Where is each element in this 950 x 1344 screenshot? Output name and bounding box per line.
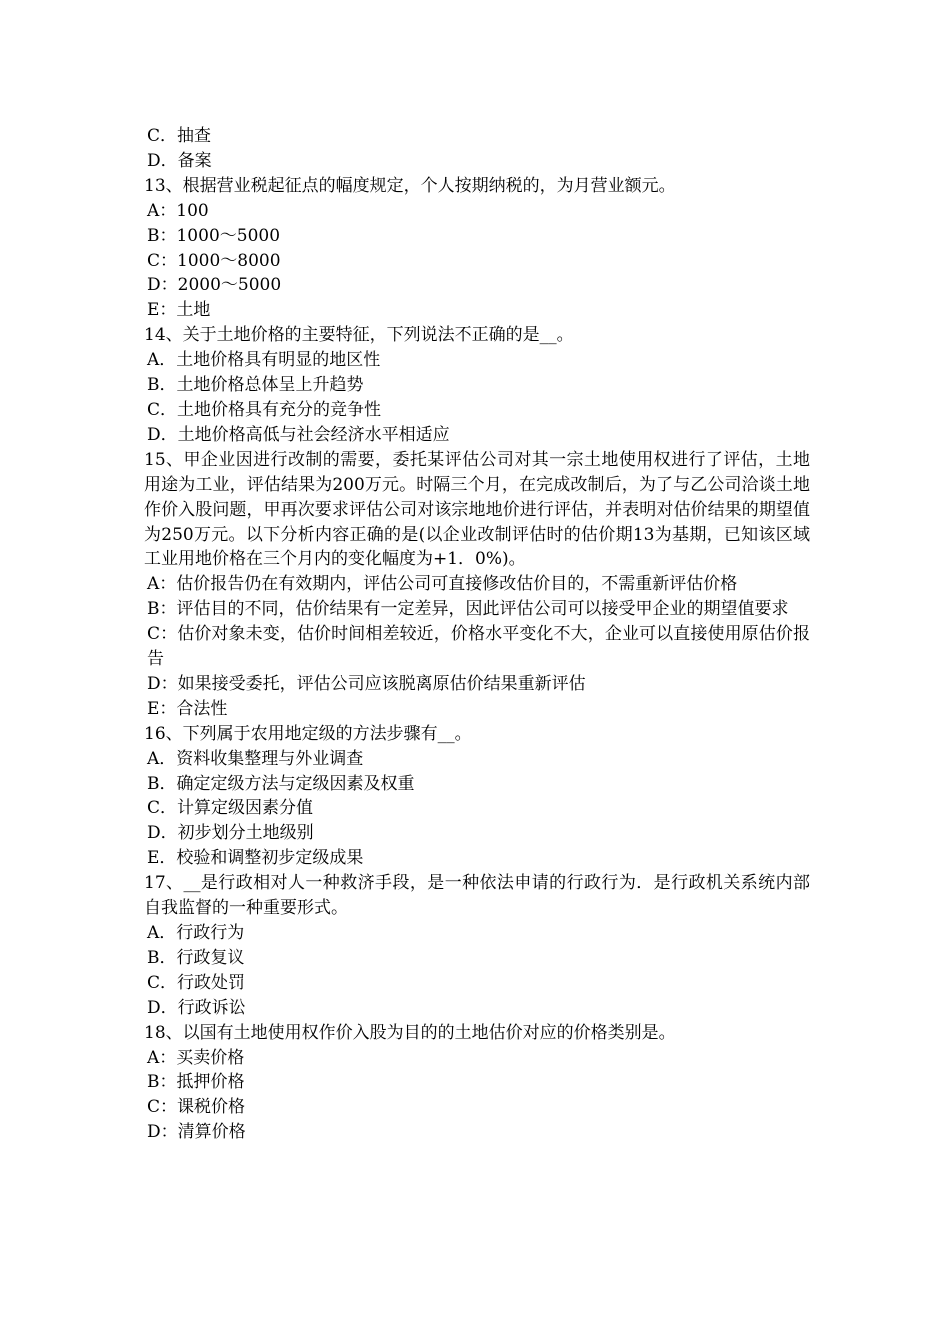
option-line: B：评估目的不同，估价结果有一定差异，因此评估公司可以接受甲企业的期望值要求 (147, 599, 789, 620)
option-line: B：1000～5000 (147, 225, 281, 246)
question-14: 14、关于土地价格的主要特征，下列说法不正确的是__。 (144, 325, 574, 346)
option-line: C：课税价格 (147, 1097, 246, 1118)
option-line: C．抽查 (147, 126, 212, 146)
option-line: D：如果接受委托，评估公司应该脱离原估价结果重新评估 (147, 673, 586, 694)
option-line: C．土地价格具有充分的竞争性 (147, 399, 382, 420)
option-line: A：估价报告仍在有效期内，评估公司可直接修改估价目的，不需重新评估价格 (147, 574, 738, 595)
option-line: D．备案 (147, 150, 212, 171)
option-line: D：2000～5000 (147, 275, 282, 296)
question-16: 16、下列属于农用地定级的方法步骤有__。 (144, 723, 472, 744)
option-line: B．确定定级方法与定级因素及权重 (147, 773, 415, 794)
option-line: A：100 (147, 200, 209, 221)
option-line: D．行政诉讼 (147, 997, 246, 1018)
document-body (144, 124, 810, 1145)
option-line: A：买卖价格 (147, 1047, 245, 1068)
option-line: B：抵押价格 (147, 1072, 245, 1093)
option-line: D．初步划分土地级别 (147, 823, 314, 844)
question-13: 13、根据营业税起征点的幅度规定，个人按期纳税的，为月营业额元。 (144, 175, 676, 196)
option-line: A．行政行为 (147, 923, 245, 943)
question-17: 17、__是行政相对人一种救济手段，是一种依法申请的行政行为．是行政机关系统内部自我监督的一种重要形式。 (144, 873, 810, 919)
option-line: E．校验和调整初步定级成果 (147, 848, 364, 869)
option-line: B．行政复议 (147, 947, 245, 968)
option-line: A．土地价格具有明显的地区性 (147, 350, 381, 371)
option-line: C．计算定级因素分值 (147, 798, 314, 819)
option-line: E：合法性 (147, 698, 228, 719)
option-line: D．土地价格高低与社会经济水平相适应 (147, 424, 450, 445)
question-18: 18、以国有土地使用权作价入股为目的的土地估价对应的价格类别是。 (144, 1022, 676, 1043)
option-line: B．土地价格总体呈上升趋势 (147, 375, 364, 396)
option-line: C：1000～8000 (147, 250, 281, 271)
option-line: C：估价对象未变，估价时间相差较近，价格水平变化不大，企业可以直接使用原估价报告 (147, 624, 810, 670)
option-line: D：清算价格 (147, 1122, 246, 1143)
option-line: E：土地 (147, 300, 211, 321)
option-line: A．资料收集整理与外业调查 (147, 748, 364, 769)
question-15: 15、甲企业因进行改制的需要，委托某评估公司对其一宗土地使用权进行了评估，土地用途为工业，评估结果为200万元。时隔三个月，在完成改制后，为了与乙公司洽谈土地作价入股问题，甲再次要求评估公司对该宗地地价进行评估，并表明对估价结果的期望值为250万元。以下分析内容正确的是(以企业改制评估时的估价期13为基期，已知该区域工业用地价格在三个月内的变化幅度为+1．0%)。 (144, 449, 810, 570)
option-line: C．行政处罚 (147, 972, 246, 993)
